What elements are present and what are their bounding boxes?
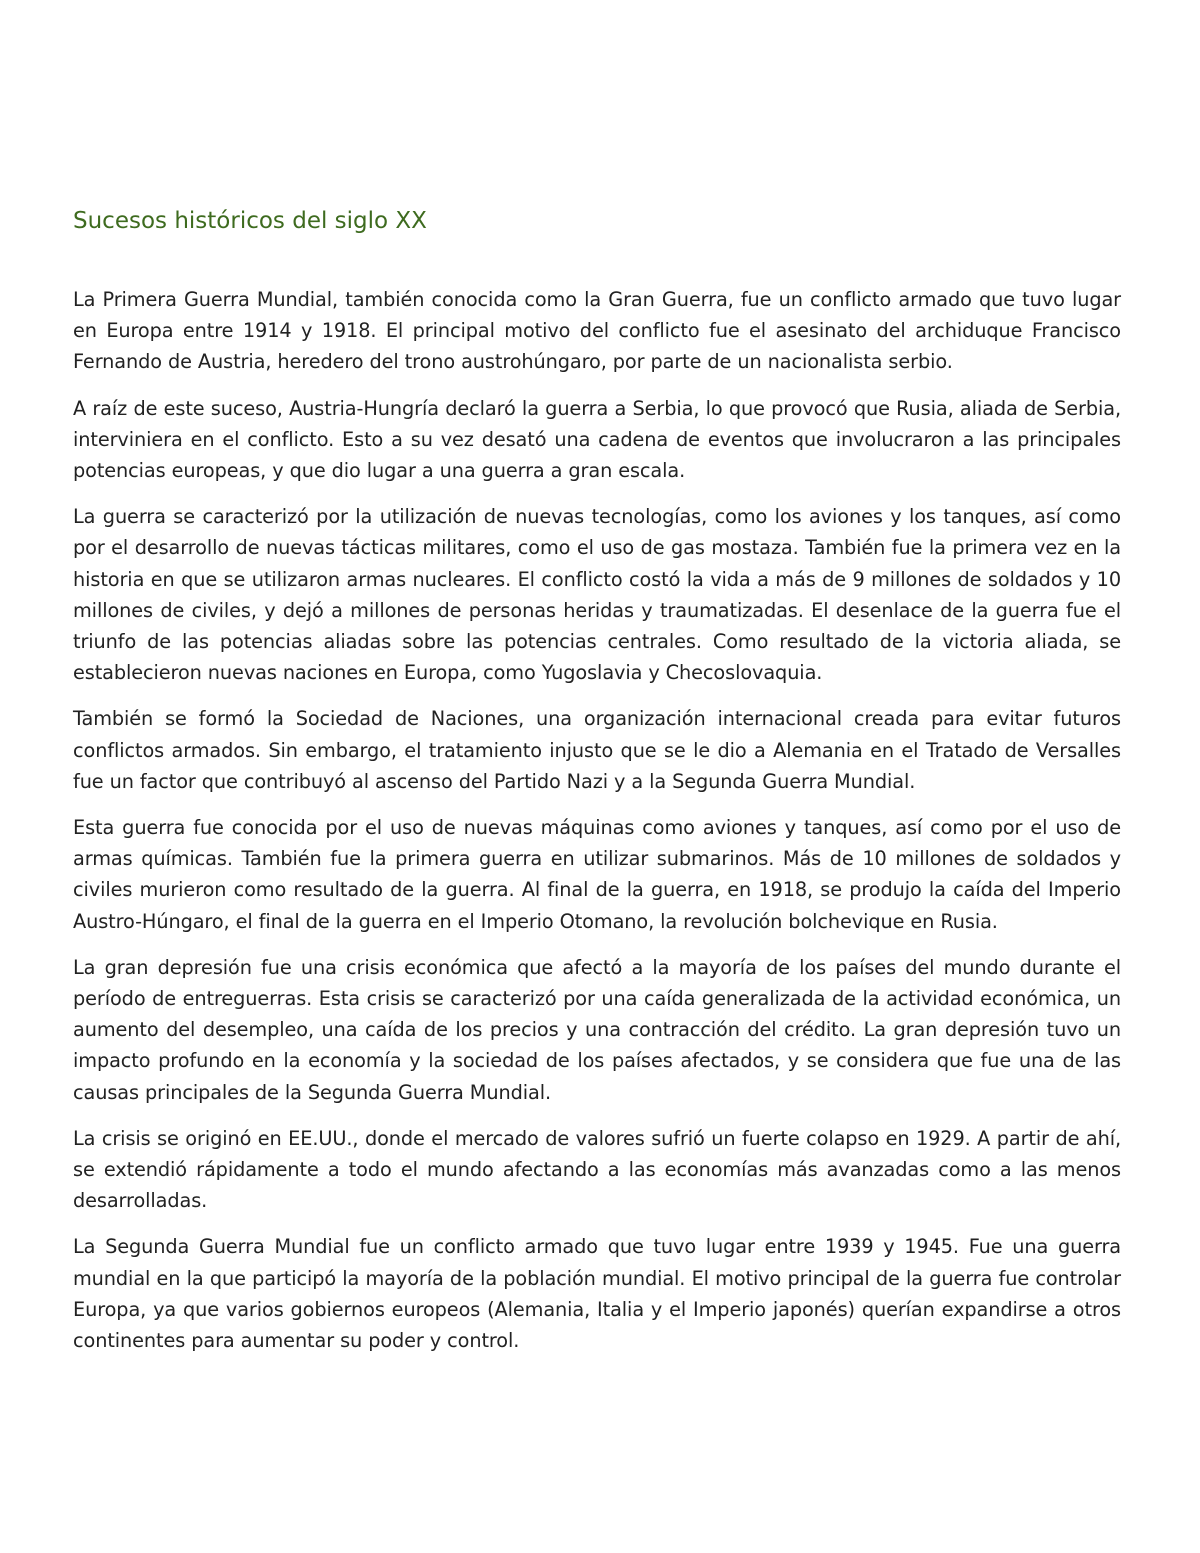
- paragraph-6: La gran depresión fue una crisis económica que afectó a la mayoría de los países del mundo durante el período de entreguerras. Esta crisis se caracterizó por una caída generalizada de la actividad económica, un aumento del desempleo, una caída de los precios y una contracción del crédito. La gran depresión tuvo un impacto profundo en la economía y la sociedad de los países afectados, y se considera que fue una de las causas principales de la Segunda Guerra Mundial.: [73, 955, 1121, 1104]
- document-title: Sucesos históricos del siglo XX: [73, 208, 427, 234]
- paragraph-3: La guerra se caracterizó por la utilización de nuevas tecnologías, como los aviones y los tanques, así como por el desarrollo de nuevas tácticas militares, como el uso de gas mostaza. También fue la primera vez en la historia en que se utilizaron armas nucleares. El conflicto costó la vida a más de 9 millones de soldados y 10 millones de civiles, y dejó a millones de personas heridas y traumatizadas. El desenlace de la guerra fue el triunfo de las potencias aliadas sobre las potencias centrales. Como resultado de la victoria aliada, se establecieron nuevas naciones en Europa, como Yugoslavia y Checoslovaquia.: [73, 505, 1121, 685]
- paragraph-2: A raíz de este suceso, Austria-Hungría declaró la guerra a Serbia, lo que provocó que Rusia, aliada de Serbia, interviniera en el conflicto. Esto a su vez desató una cadena de eventos que involucraron a las principales potencias europeas, y que dio lugar a una guerra a gran escala.: [73, 396, 1121, 483]
- paragraph-5: Esta guerra fue conocida por el uso de nuevas máquinas como aviones y tanques, así como por el uso de armas químicas. También fue la primera guerra en utilizar submarinos. Más de 10 millones de soldados y civiles murieron como resultado de la guerra. Al final de la guerra, en 1918, se produjo la caída del Imperio Austro-Húngaro, el final de la guerra en el Imperio Otomano, la revolución bolchevique en Rusia.: [73, 816, 1121, 933]
- paragraph-1: La Primera Guerra Mundial, también conocida como la Gran Guerra, fue un conflicto armado que tuvo lugar en Europa entre 1914 y 1918. El principal motivo del conflicto fue el asesinato del archiduque Francisco Fernando de Austria, heredero del trono austrohúngaro, por parte de un nacionalista serbio.: [73, 288, 1121, 374]
- document-body: [73, 284, 1121, 1371]
- paragraph-4: También se formó la Sociedad de Naciones, una organización internacional creada para evitar futuros conflictos armados. Sin embargo, el tratamiento injusto que se le dio a Alemania en el Tratado de Versalles fue un factor que contribuyó al ascenso del Partido Nazi y a la Segunda Guerra Mundial.: [73, 707, 1121, 793]
- paragraph-7: La crisis se originó en EE.UU., donde el mercado de valores sufrió un fuerte colapso en 1929. A partir de ahí, se extendió rápidamente a todo el mundo afectando a las economías más avanzadas como a las menos desarrolladas.: [73, 1126, 1121, 1213]
- paragraph-8: La Segunda Guerra Mundial fue un conflicto armado que tuvo lugar entre 1939 y 1945. Fue una guerra mundial en la que participó la mayoría de la población mundial. El motivo principal de la guerra fue controlar Europa, ya que varios gobiernos europeos (Alemania, Italia y el Imperio japonés) querían expandirse a otros continentes para aumentar su poder y control.: [73, 1235, 1121, 1353]
